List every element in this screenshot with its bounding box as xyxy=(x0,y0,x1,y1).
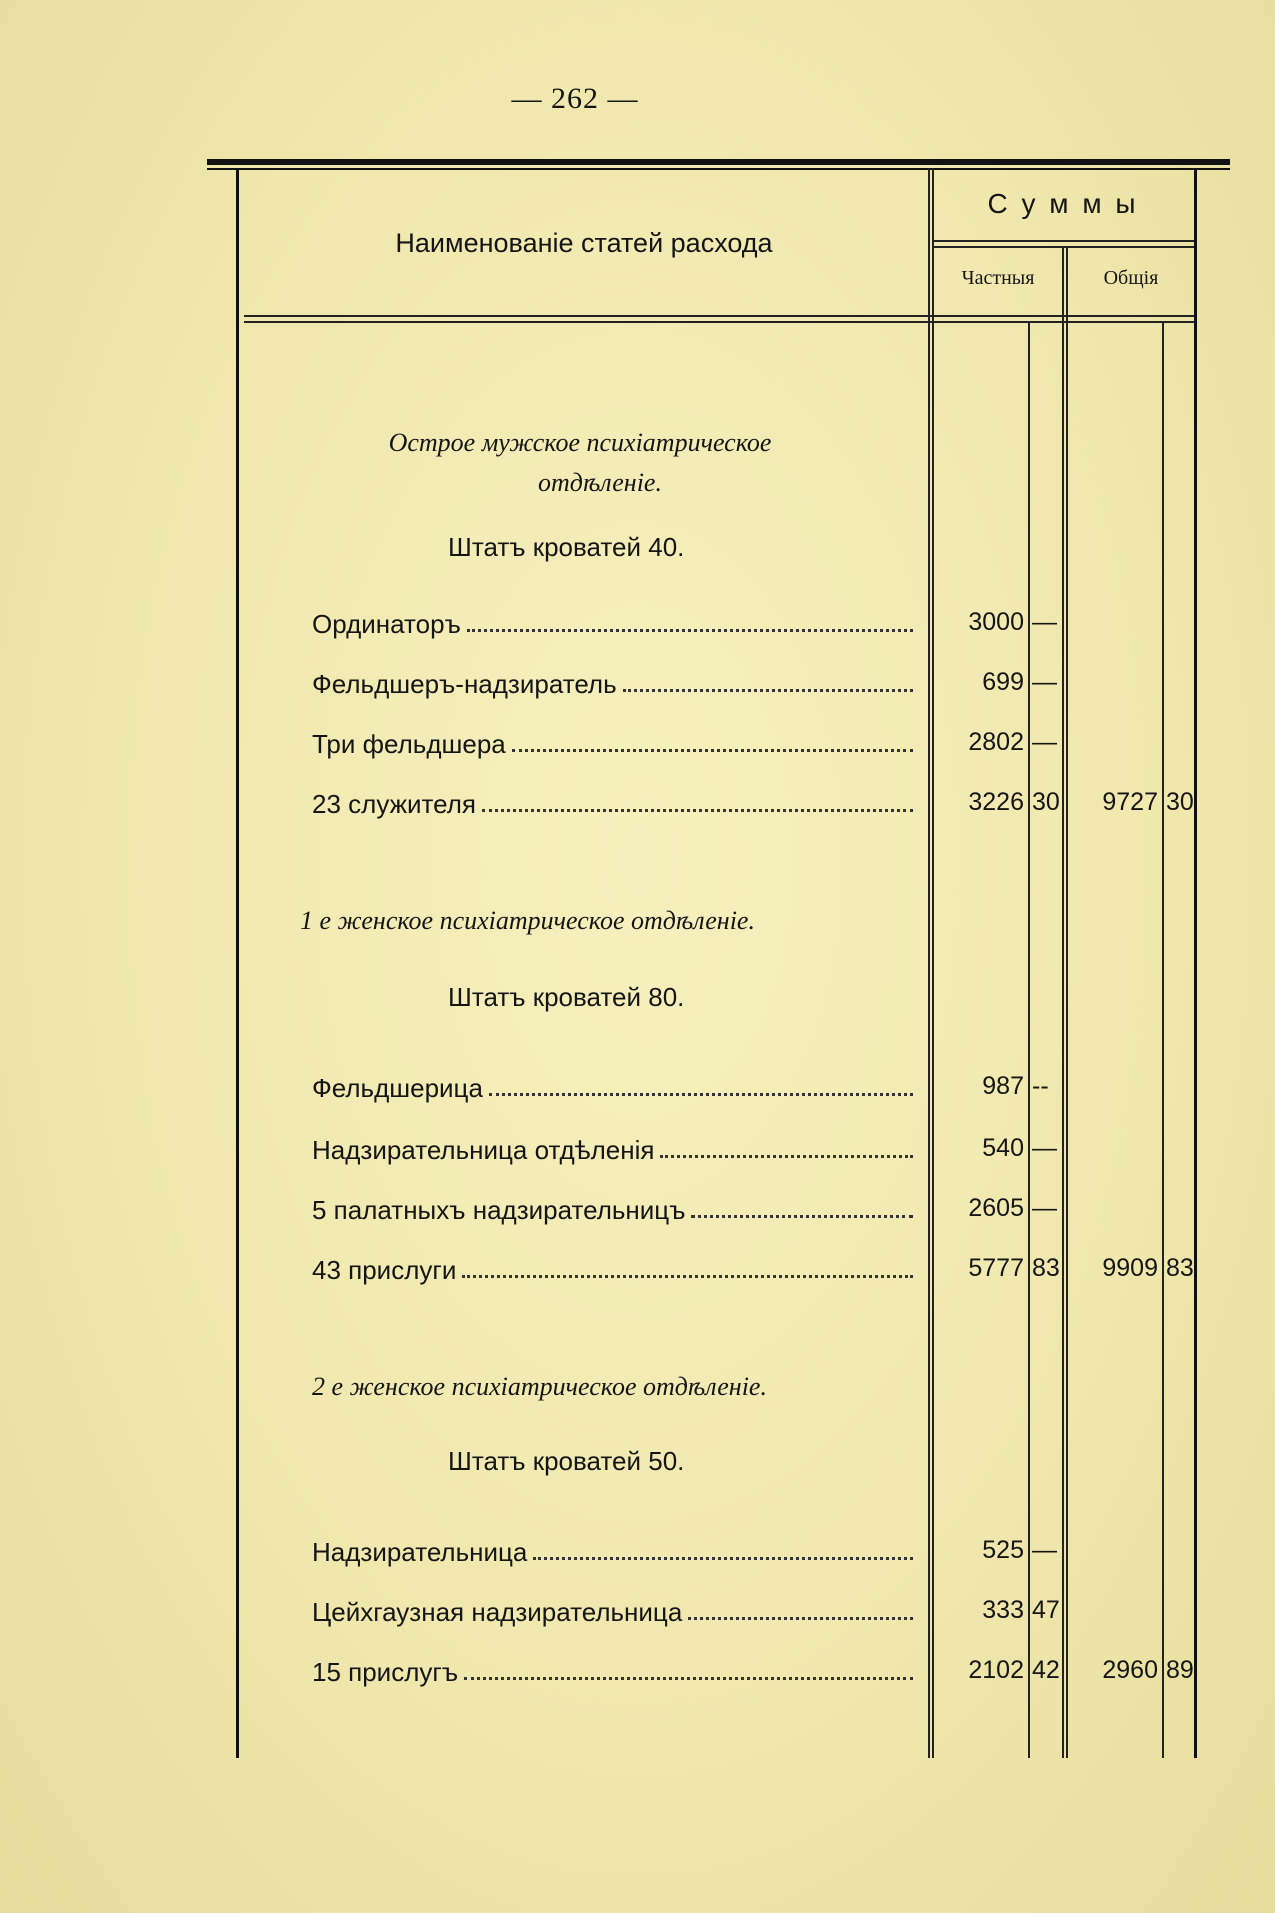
total-column-header: Общія xyxy=(1103,267,1159,289)
table-row xyxy=(312,1532,917,1568)
total-amount: 9727 xyxy=(1102,788,1158,816)
section-1-staff: Штатъ кроватей 40. xyxy=(448,532,685,562)
section-1-title: Острое мужское психіатрическое xyxy=(388,428,772,457)
leader-dots xyxy=(464,1677,913,1680)
row-label: Цейхгаузная надзирательница xyxy=(312,1597,683,1627)
row-label: Надзирательница xyxy=(312,1537,528,1567)
row-label: Ординаторъ xyxy=(312,609,461,639)
leader-dots xyxy=(533,1557,913,1560)
table-row xyxy=(312,604,917,640)
section-3-title: 2 е женское психіатрическое отдѣленіе. xyxy=(312,1372,767,1401)
partial-amount: 5777 xyxy=(968,1254,1024,1282)
leader-dots xyxy=(482,809,913,812)
sums-header-rule xyxy=(932,240,1194,242)
leader-dots xyxy=(688,1617,913,1620)
partial-kopecks: — xyxy=(1032,1536,1057,1564)
row-label: Фельдшерица xyxy=(312,1073,483,1103)
header-bottom-rule-2 xyxy=(244,321,1194,323)
partial-amount: 525 xyxy=(982,1536,1024,1564)
partial-amount: 3000 xyxy=(968,608,1024,636)
total-kopecks: 89 xyxy=(1166,1656,1194,1684)
leader-dots xyxy=(623,689,913,692)
partial-amount: 2605 xyxy=(968,1194,1024,1222)
table-row xyxy=(312,1130,917,1166)
partial-amount: 699 xyxy=(982,668,1024,696)
table-row xyxy=(312,1250,917,1286)
total-kop-divider xyxy=(1162,322,1164,1758)
section-1-title-cont: отдѣленіе. xyxy=(538,468,662,497)
table-row xyxy=(312,724,917,760)
partial-kop-divider xyxy=(1028,322,1030,1758)
partial-kopecks: — xyxy=(1032,608,1057,636)
partial-column-header: Частныя xyxy=(961,267,1035,289)
row-label: 15 прислугъ xyxy=(312,1657,459,1687)
leader-dots xyxy=(512,749,913,752)
row-label: Надзирательница отдѣленія xyxy=(312,1135,655,1165)
partial-amount: 540 xyxy=(982,1134,1024,1162)
table-left-border xyxy=(236,168,239,1758)
partial-total-divider xyxy=(1062,246,1064,1758)
item-column-header: Наименованіе статей расхода xyxy=(395,228,773,258)
table-row xyxy=(312,664,917,700)
row-label: 43 прислуги xyxy=(312,1255,457,1285)
leader-dots xyxy=(462,1275,913,1278)
table-row xyxy=(312,1190,917,1226)
leader-dots xyxy=(691,1215,913,1218)
table-top-rule-thin xyxy=(207,168,1230,170)
partial-amount: 333 xyxy=(982,1596,1024,1624)
partial-total-divider-2 xyxy=(1066,246,1068,1758)
partial-kopecks: -- xyxy=(1032,1072,1049,1100)
partial-amount: 2102 xyxy=(968,1656,1024,1684)
table-top-rule xyxy=(207,159,1230,165)
sums-header: С у м м ы xyxy=(987,188,1139,219)
total-kopecks: 30 xyxy=(1166,788,1194,816)
partial-kopecks: — xyxy=(1032,668,1057,696)
row-label: 5 палатныхъ надзирательницъ xyxy=(312,1195,686,1225)
partial-kopecks: 83 xyxy=(1032,1254,1060,1282)
leader-dots xyxy=(489,1093,913,1096)
row-label: Три фельдшера xyxy=(312,729,506,759)
row-label: 23 служителя xyxy=(312,789,476,819)
section-2-staff: Штатъ кроватей 80. xyxy=(448,982,685,1012)
page-number: — 262 — xyxy=(511,82,639,115)
partial-kopecks: — xyxy=(1032,1194,1057,1222)
section-3-staff: Штатъ кроватей 50. xyxy=(448,1446,685,1476)
partial-kopecks: 30 xyxy=(1032,788,1060,816)
table-row xyxy=(312,784,917,820)
partial-kopecks: — xyxy=(1032,728,1057,756)
total-amount: 9909 xyxy=(1102,1254,1158,1282)
sums-column-divider-2 xyxy=(932,168,934,1758)
partial-kopecks: 42 xyxy=(1032,1656,1060,1684)
total-amount: 2960 xyxy=(1102,1656,1158,1684)
section-2-title: 1 е женское психіатрическое отдѣленіе. xyxy=(300,906,755,935)
table-row xyxy=(312,1068,917,1104)
partial-amount: 3226 xyxy=(968,788,1024,816)
table-row xyxy=(312,1592,917,1628)
leader-dots xyxy=(467,629,913,632)
header-bottom-rule xyxy=(244,315,1194,317)
row-label: Фельдшеръ-надзиратель xyxy=(312,669,617,699)
partial-kopecks: — xyxy=(1032,1134,1057,1162)
sums-column-divider xyxy=(928,168,930,1758)
partial-kopecks: 47 xyxy=(1032,1596,1060,1624)
table-right-border xyxy=(1194,168,1197,1758)
total-kopecks: 83 xyxy=(1166,1254,1194,1282)
partial-amount: 987 xyxy=(982,1072,1024,1100)
table-row xyxy=(312,1652,917,1688)
partial-amount: 2802 xyxy=(968,728,1024,756)
leader-dots xyxy=(660,1155,913,1158)
